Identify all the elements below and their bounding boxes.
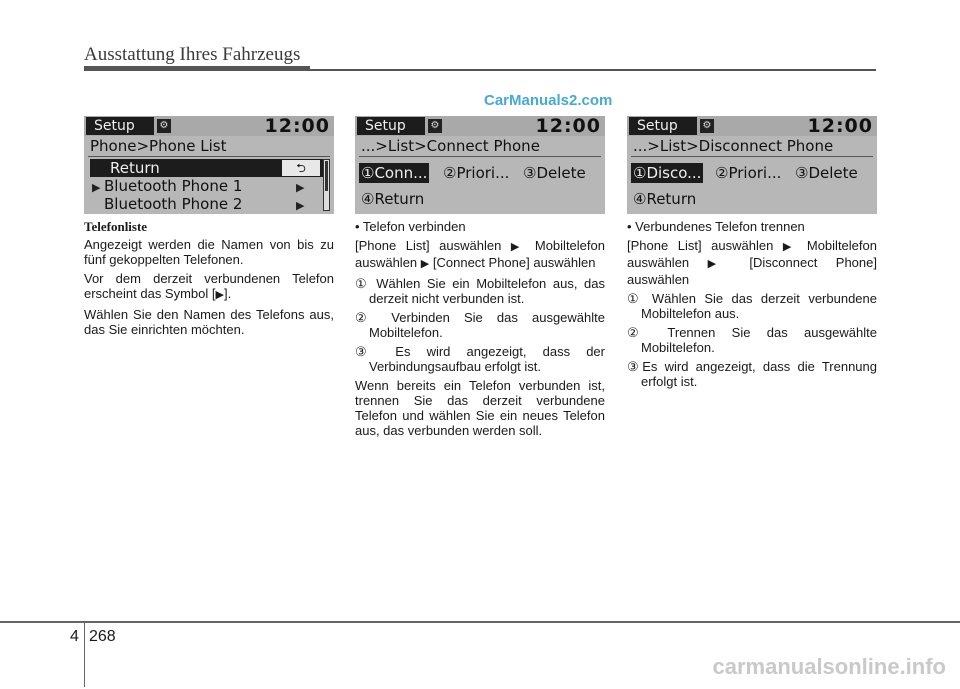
triangle-icon: ▶	[510, 241, 526, 253]
triangle-icon: ▶	[420, 258, 430, 270]
connected-marker-icon: ▶	[92, 181, 101, 194]
screen-path: Phone>Phone List	[90, 137, 227, 155]
setup-tab: Setup	[357, 117, 425, 135]
step-3: ③ Es wird angezeigt, dass der Verbindungsaufbau erfolgt ist.	[355, 344, 605, 374]
menu-item-phone-1[interactable]: Bluetooth Phone 1	[104, 177, 243, 195]
step-1: ① Wählen Sie ein Mobiltelefon aus, das derzeit nicht verbunden ist.	[355, 276, 605, 306]
clock: 12:00	[807, 116, 873, 137]
setup-icon: ⚙	[157, 119, 171, 133]
bullet-heading: • Verbundenes Telefon trennen	[627, 219, 805, 234]
chevron-right-icon: ▶	[296, 181, 305, 194]
option-delete[interactable]: ③Delete	[795, 164, 858, 182]
text: Mobiltelefon auswählen	[627, 238, 877, 270]
setup-icon: ⚙	[700, 119, 714, 133]
triangle-icon: ▶	[215, 289, 224, 301]
footer-rule	[0, 621, 960, 623]
scrollbar-thumb[interactable]	[325, 161, 328, 191]
chevron-right-icon: ▶	[296, 199, 305, 212]
option-disconnect[interactable]: ①Disco...	[633, 164, 702, 182]
setup-tab: Setup	[629, 117, 697, 135]
setup-tab: Setup	[86, 117, 154, 135]
watermark-top: CarManuals2.com	[484, 92, 613, 109]
step-2: ② Trennen Sie das ausgewählte Mobiltelefon.	[627, 325, 877, 355]
screen-path: ...>List>Connect Phone	[361, 137, 540, 155]
back-icon: ⮌	[282, 160, 320, 176]
text: Vor dem derzeit verbundenen Telefon erscheint das Symbol [	[84, 271, 334, 301]
selection-path	[355, 238, 605, 272]
text: [Disconnect Phone] auswählen	[627, 255, 877, 287]
column-disconnect-phone	[627, 219, 877, 393]
text: [Phone List] auswählen	[355, 238, 502, 253]
screen-path: ...>List>Disconnect Phone	[633, 137, 834, 155]
screen-disconnect-phone	[627, 116, 877, 214]
divider	[359, 156, 601, 157]
setup-icon: ⚙	[428, 119, 442, 133]
divider	[88, 156, 330, 157]
divider	[631, 156, 873, 157]
paragraph	[84, 271, 334, 303]
section-title: Ausstattung Ihres Fahrzeugs	[84, 44, 301, 65]
watermark-bottom: carmanualsonline.info	[712, 654, 946, 679]
paragraph: Angezeigt werden die Namen von bis zu fünf gekoppelten Telefonen.	[84, 237, 334, 267]
selection-path	[627, 238, 877, 287]
chapter-number: 4	[70, 628, 79, 645]
clock: 12:00	[535, 116, 601, 137]
option-priority[interactable]: ②Priori...	[715, 164, 782, 182]
text: [Connect Phone] auswählen	[432, 255, 596, 270]
text: Mobiltelefon auswählen	[355, 238, 605, 270]
text: [Phone List] auswählen	[627, 238, 774, 253]
screen-connect-phone	[355, 116, 605, 214]
triangle-icon: ▶	[707, 258, 731, 270]
bullet-heading: • Telefon verbinden	[355, 219, 466, 234]
header-rule	[84, 66, 310, 71]
step-2: ② Verbinden Sie das ausgewählte Mobiltelefon.	[355, 310, 605, 340]
scrollbar[interactable]	[323, 159, 330, 211]
screen-phone-list	[84, 116, 334, 214]
paragraph: Wählen Sie den Namen des Telefons aus, das Sie einrichten möchten.	[84, 307, 334, 337]
subsection-heading: Telefonliste	[84, 219, 148, 234]
option-connect[interactable]: ①Conn...	[361, 164, 428, 182]
option-delete[interactable]: ③Delete	[523, 164, 586, 182]
triangle-icon: ▶	[782, 241, 798, 253]
clock: 12:00	[264, 116, 330, 137]
column-connect-phone	[355, 219, 605, 442]
text: ].	[223, 286, 232, 301]
menu-item-phone-2[interactable]: Bluetooth Phone 2	[104, 195, 243, 213]
step-1: ① Wählen Sie das derzeit verbundene Mobiltelefon aus.	[627, 291, 877, 321]
menu-item-label: Return	[110, 159, 160, 177]
page-number: 268	[89, 628, 116, 645]
step-3: ③Es wird angezeigt, dass die Trennung erfolgt ist.	[627, 359, 877, 389]
header-rule-thin	[310, 69, 876, 71]
footer-tick	[84, 621, 85, 687]
note: Wenn bereits ein Telefon verbunden ist, trennen Sie das derzeit verbundene Telefon und wählen Sie ein neues Telefon aus, das verbunden werden soll.	[355, 378, 605, 438]
column-phone-list	[84, 219, 334, 341]
option-return[interactable]: ④Return	[361, 190, 425, 208]
option-return[interactable]: ④Return	[633, 190, 697, 208]
option-priority[interactable]: ②Priori...	[443, 164, 510, 182]
